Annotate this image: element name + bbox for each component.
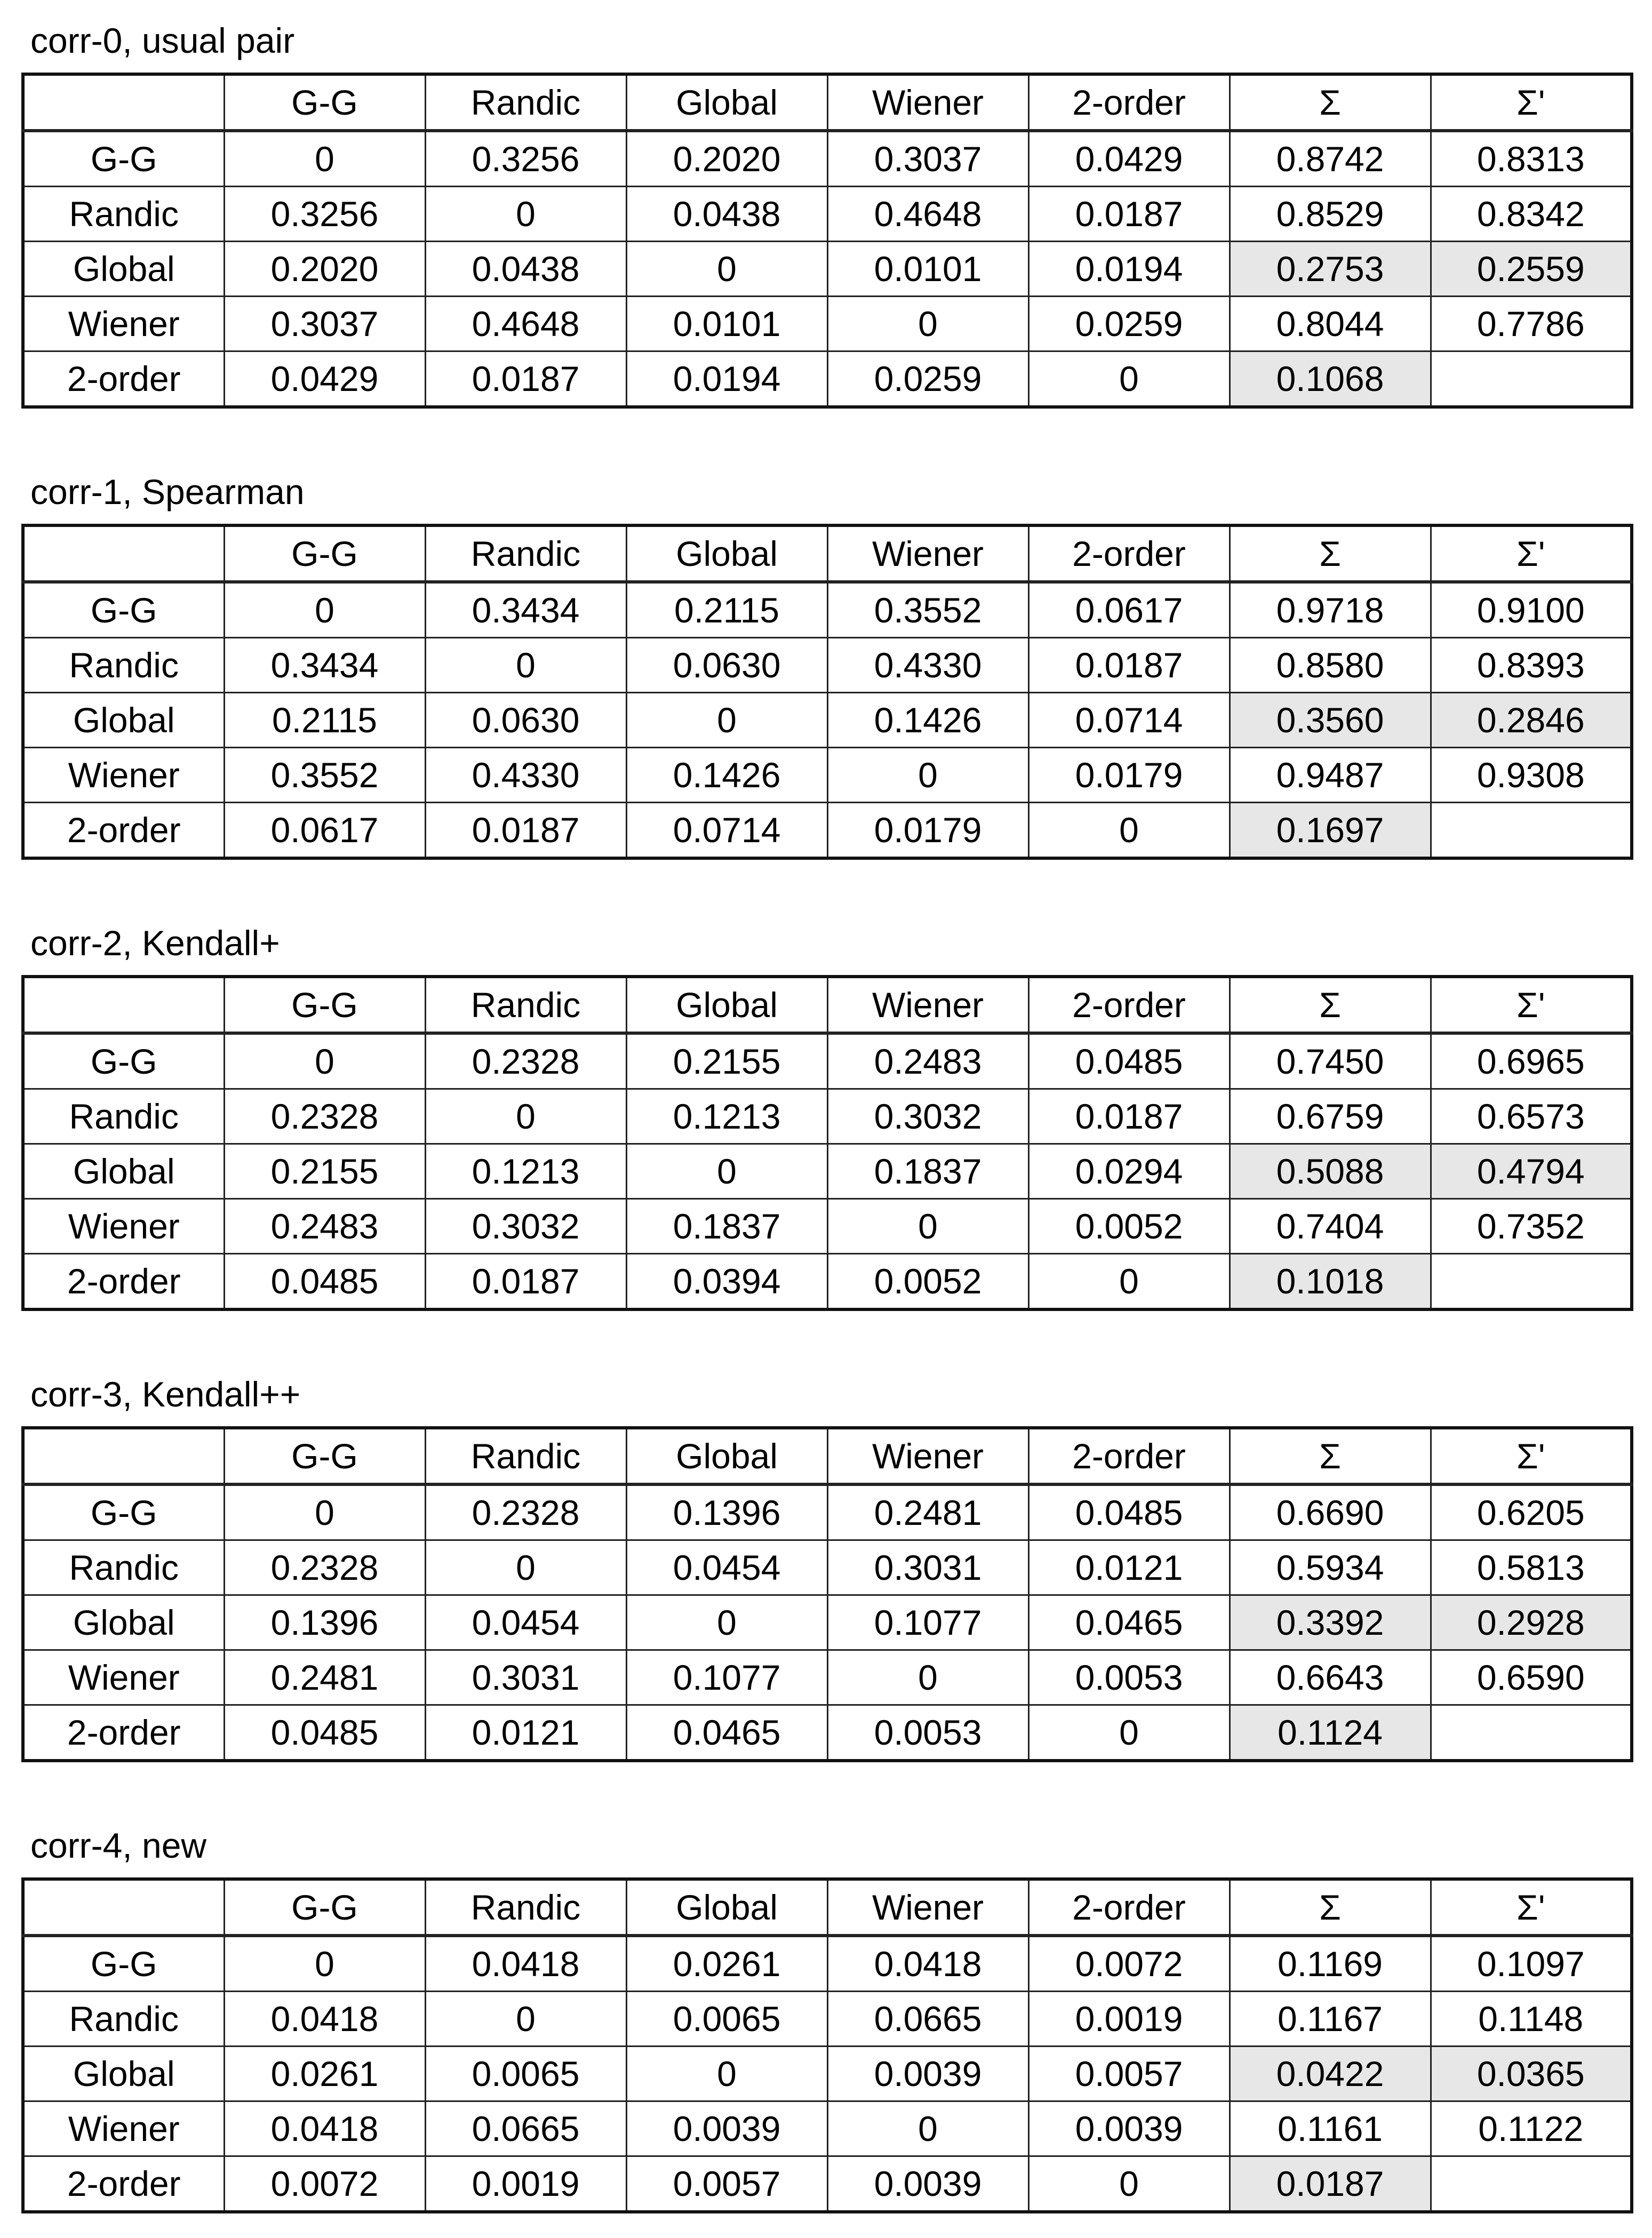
- row-header: Randic: [23, 1992, 224, 2047]
- table-cell: 0.0665: [425, 2101, 626, 2156]
- table-cell: 0.0053: [827, 1705, 1028, 1761]
- table-cell: 0: [224, 131, 425, 187]
- table-cell: 0: [1028, 2156, 1230, 2212]
- header-row: [23, 977, 1632, 1033]
- header-row: [23, 1428, 1632, 1484]
- table-cell: 0.0630: [626, 638, 827, 693]
- table-cell: 0: [1028, 803, 1230, 859]
- table-cell: 0.1837: [626, 1199, 827, 1254]
- column-header: Randic: [425, 977, 626, 1033]
- row-header: Wiener: [23, 1199, 224, 1254]
- table-cell: 0.2020: [224, 242, 425, 297]
- table-cell: 0.3037: [827, 131, 1028, 187]
- column-header: 2-order: [1028, 525, 1230, 582]
- row-header: Wiener: [23, 1650, 224, 1705]
- row-header: 2-order: [23, 1254, 224, 1310]
- table-cell: 0.2483: [224, 1199, 425, 1254]
- row-header: G-G: [23, 131, 224, 187]
- table-cell: 0.0394: [626, 1254, 827, 1310]
- table-cell: 0.0179: [1028, 748, 1230, 803]
- column-header: 2-order: [1028, 1428, 1230, 1484]
- table-cell: 0.4330: [827, 638, 1028, 693]
- row-header: Wiener: [23, 2101, 224, 2156]
- table-cell: 0.0259: [827, 351, 1028, 407]
- table-cell: 0.0101: [626, 297, 827, 351]
- table-cell: 0.9308: [1431, 748, 1632, 803]
- table-cell: 0.0194: [1028, 242, 1230, 297]
- table-cell: 0.0259: [1028, 297, 1230, 351]
- column-header: G-G: [224, 1428, 425, 1484]
- row-header: Global: [23, 1595, 224, 1650]
- table-cell: 0: [425, 1089, 626, 1144]
- table-cell: 0.2328: [224, 1089, 425, 1144]
- table-cell: 0.0053: [1028, 1650, 1230, 1705]
- table-cell: 0.2481: [224, 1650, 425, 1705]
- table-cell: 0.0418: [224, 1992, 425, 2047]
- table-row: [23, 1992, 1632, 2047]
- table-cell: 0: [224, 1033, 425, 1089]
- row-header: Randic: [23, 1540, 224, 1595]
- column-header: Σ: [1230, 74, 1431, 131]
- table-cell: 0.0429: [1028, 131, 1230, 187]
- table-row: [23, 1595, 1632, 1650]
- table-cell: 0.2115: [224, 693, 425, 748]
- table-cell: 0.3552: [827, 582, 1028, 638]
- table-cell: 0: [626, 693, 827, 748]
- table-cell: 0.1077: [626, 1650, 827, 1705]
- table-cell: 0.0187: [425, 351, 626, 407]
- table-cell: 0.0194: [626, 351, 827, 407]
- table-cell: 0.1077: [827, 1595, 1028, 1650]
- table-row: [23, 803, 1632, 859]
- table-cell: 0.0485: [224, 1705, 425, 1761]
- table-cell: 0.0057: [1028, 2047, 1230, 2101]
- table-cell: 0.2483: [827, 1033, 1028, 1089]
- table-cell: 0.6965: [1431, 1033, 1632, 1089]
- table-cell: 0: [1028, 1705, 1230, 1761]
- table-cell: 0.0630: [425, 693, 626, 748]
- table-cell: 0.0454: [425, 1595, 626, 1650]
- table-cell: 0.0714: [626, 803, 827, 859]
- table-cell: 0.0617: [1028, 582, 1230, 638]
- table-cell: 0.0438: [626, 187, 827, 242]
- table-cell: 0: [626, 242, 827, 297]
- table-cell: 0.3032: [425, 1199, 626, 1254]
- table-cell: 0.8044: [1230, 297, 1431, 351]
- table-cell: 0.0039: [827, 2156, 1028, 2212]
- table-cell: 0: [425, 187, 626, 242]
- row-header: G-G: [23, 1484, 224, 1540]
- column-header: G-G: [224, 74, 425, 131]
- column-header: Wiener: [827, 74, 1028, 131]
- table-cell: 0.0052: [827, 1254, 1028, 1310]
- table-cell: 0.0418: [827, 1936, 1028, 1992]
- table-cell: 0.2155: [224, 1144, 425, 1199]
- table-cell: 0.3032: [827, 1089, 1028, 1144]
- table-cell: 0.0072: [224, 2156, 425, 2212]
- table-cell: 0.2328: [425, 1484, 626, 1540]
- table-cell: 0.0187: [1230, 2156, 1431, 2212]
- table-cell: 0.3256: [425, 131, 626, 187]
- table-cell: 0.3552: [224, 748, 425, 803]
- table-cell: 0.0052: [1028, 1199, 1230, 1254]
- table-cell: 0.4794: [1431, 1144, 1632, 1199]
- table-cell: 0.2753: [1230, 242, 1431, 297]
- table-row: [23, 131, 1632, 187]
- table-cell: 0: [1028, 351, 1230, 407]
- column-header: Wiener: [827, 1428, 1028, 1484]
- corner-cell: [23, 977, 224, 1033]
- row-header: G-G: [23, 1936, 224, 1992]
- column-header: Global: [626, 74, 827, 131]
- table-cell: 0.0418: [425, 1936, 626, 1992]
- column-header: Global: [626, 1428, 827, 1484]
- correlation-table: [21, 975, 1633, 1311]
- column-header: Randic: [425, 74, 626, 131]
- row-header: Randic: [23, 187, 224, 242]
- table-cell: 0.0187: [1028, 1089, 1230, 1144]
- section-title: corr-3, Kendall++: [30, 1374, 301, 1414]
- table-cell: 0: [224, 1936, 425, 1992]
- table-cell: 0.1697: [1230, 803, 1431, 859]
- column-header: 2-order: [1028, 74, 1230, 131]
- header-row: [23, 525, 1632, 582]
- section-title: corr-0, usual pair: [30, 21, 295, 60]
- table-cell: 0.0465: [1028, 1595, 1230, 1650]
- table-cell: 0.6590: [1431, 1650, 1632, 1705]
- table-cell: 0.0485: [1028, 1033, 1230, 1089]
- table-cell: 0.8393: [1431, 638, 1632, 693]
- table-cell: [1431, 351, 1632, 407]
- table-cell: 0.0294: [1028, 1144, 1230, 1199]
- table-cell: 0.0454: [626, 1540, 827, 1595]
- table-cell: 0: [827, 1199, 1028, 1254]
- row-header: Randic: [23, 638, 224, 693]
- table-cell: 0.1124: [1230, 1705, 1431, 1761]
- table-cell: 0.0438: [425, 242, 626, 297]
- table-cell: 0.7450: [1230, 1033, 1431, 1089]
- correlation-table: [21, 1877, 1633, 2213]
- table-cell: 0.0019: [1028, 1992, 1230, 2047]
- table-row: [23, 1199, 1632, 1254]
- column-header: Global: [626, 977, 827, 1033]
- row-header: 2-order: [23, 803, 224, 859]
- table-row: [23, 638, 1632, 693]
- column-header: Σ': [1431, 74, 1632, 131]
- table-cell: 0.3392: [1230, 1595, 1431, 1650]
- table-cell: 0.2328: [224, 1540, 425, 1595]
- table-cell: 0.5088: [1230, 1144, 1431, 1199]
- row-header: Global: [23, 693, 224, 748]
- table-cell: 0.0187: [1028, 187, 1230, 242]
- table-cell: 0.2115: [626, 582, 827, 638]
- table-cell: 0.6205: [1431, 1484, 1632, 1540]
- column-header: Σ': [1431, 1879, 1632, 1936]
- table-cell: 0.8342: [1431, 187, 1632, 242]
- table-cell: 0.1161: [1230, 2101, 1431, 2156]
- table-cell: 0.0072: [1028, 1936, 1230, 1992]
- column-header: Wiener: [827, 525, 1028, 582]
- table-cell: 0.1213: [626, 1089, 827, 1144]
- table-row: [23, 297, 1632, 351]
- table-cell: 0.6690: [1230, 1484, 1431, 1540]
- table-cell: 0.0057: [626, 2156, 827, 2212]
- table-cell: 0.0039: [626, 2101, 827, 2156]
- row-header: G-G: [23, 582, 224, 638]
- section-title: corr-2, Kendall+: [30, 923, 280, 963]
- table-cell: 0: [425, 638, 626, 693]
- table-cell: 0.8529: [1230, 187, 1431, 242]
- column-header: Randic: [425, 1428, 626, 1484]
- table-cell: 0.1396: [224, 1595, 425, 1650]
- table-cell: 0.1169: [1230, 1936, 1431, 1992]
- table-cell: 0.5934: [1230, 1540, 1431, 1595]
- table-cell: 0.0485: [1028, 1484, 1230, 1540]
- table-cell: 0.7352: [1431, 1199, 1632, 1254]
- correlation-table: [21, 1426, 1633, 1762]
- table-cell: 0.0714: [1028, 693, 1230, 748]
- table-cell: 0.1018: [1230, 1254, 1431, 1310]
- correlation-table: [21, 73, 1633, 409]
- table-cell: 0.1122: [1431, 2101, 1632, 2156]
- column-header: Σ: [1230, 525, 1431, 582]
- table-cell: 0.3037: [224, 297, 425, 351]
- row-header: 2-order: [23, 2156, 224, 2212]
- column-header: Σ': [1431, 977, 1632, 1033]
- header-row: [23, 74, 1632, 131]
- table-cell: 0: [626, 1595, 827, 1650]
- table-cell: 0.2020: [626, 131, 827, 187]
- table-cell: 0.1213: [425, 1144, 626, 1199]
- table-row: [23, 748, 1632, 803]
- table-cell: 0.0019: [425, 2156, 626, 2212]
- table-cell: 0.0187: [425, 803, 626, 859]
- column-header: Randic: [425, 1879, 626, 1936]
- table-cell: 0.0665: [827, 1992, 1028, 2047]
- table-cell: [1431, 1254, 1632, 1310]
- row-header: 2-order: [23, 1705, 224, 1761]
- table-cell: 0: [1028, 1254, 1230, 1310]
- table-cell: 0.7786: [1431, 297, 1632, 351]
- table-cell: [1431, 1705, 1632, 1761]
- row-header: Global: [23, 2047, 224, 2101]
- row-header: 2-order: [23, 351, 224, 407]
- table-cell: 0.0465: [626, 1705, 827, 1761]
- table-cell: 0.8742: [1230, 131, 1431, 187]
- table-cell: 0.7404: [1230, 1199, 1431, 1254]
- table-row: [23, 1144, 1632, 1199]
- row-header: Global: [23, 1144, 224, 1199]
- section-title: corr-4, new: [30, 1826, 207, 1865]
- table-cell: 0.0065: [626, 1992, 827, 2047]
- table-cell: 0.0121: [425, 1705, 626, 1761]
- table-cell: 0: [626, 1144, 827, 1199]
- table-cell: 0.0039: [827, 2047, 1028, 2101]
- column-header: Randic: [425, 525, 626, 582]
- row-header: Global: [23, 242, 224, 297]
- header-row: [23, 1879, 1632, 1936]
- table-cell: 0.9100: [1431, 582, 1632, 638]
- table-cell: 0.2155: [626, 1033, 827, 1089]
- table-cell: 0: [224, 1484, 425, 1540]
- corner-cell: [23, 1428, 224, 1484]
- table-cell: 0.4330: [425, 748, 626, 803]
- column-header: Σ: [1230, 1879, 1431, 1936]
- column-header: Σ: [1230, 977, 1431, 1033]
- table-row: [23, 1089, 1632, 1144]
- table-cell: 0.3560: [1230, 693, 1431, 748]
- table-cell: 0.0187: [425, 1254, 626, 1310]
- table-cell: 0.2328: [425, 1033, 626, 1089]
- table-row: [23, 1705, 1632, 1761]
- table-cell: 0.9718: [1230, 582, 1431, 638]
- table-cell: 0.0617: [224, 803, 425, 859]
- column-header: Σ': [1431, 1428, 1632, 1484]
- correlation-table: [21, 524, 1633, 860]
- table-row: [23, 2047, 1632, 2101]
- table-cell: 0: [827, 748, 1028, 803]
- table-row: [23, 187, 1632, 242]
- table-cell: 0.1068: [1230, 351, 1431, 407]
- column-header: Σ': [1431, 525, 1632, 582]
- table-row: [23, 351, 1632, 407]
- table-cell: 0.0187: [1028, 638, 1230, 693]
- table-cell: 0.6759: [1230, 1089, 1431, 1144]
- table-cell: 0.8580: [1230, 638, 1431, 693]
- table-cell: 0.3256: [224, 187, 425, 242]
- table-cell: 0.2928: [1431, 1595, 1632, 1650]
- table-row: [23, 1936, 1632, 1992]
- column-header: Σ: [1230, 1428, 1431, 1484]
- table-cell: 0.0429: [224, 351, 425, 407]
- table-cell: 0.5813: [1431, 1540, 1632, 1595]
- table-row: [23, 582, 1632, 638]
- table-cell: 0.0365: [1431, 2047, 1632, 2101]
- column-header: G-G: [224, 1879, 425, 1936]
- table-cell: 0: [827, 297, 1028, 351]
- table-cell: 0.1426: [827, 693, 1028, 748]
- table-cell: 0.4648: [827, 187, 1028, 242]
- table-cell: 0: [827, 1650, 1028, 1705]
- table-cell: 0: [224, 582, 425, 638]
- table-cell: 0: [626, 2047, 827, 2101]
- column-header: Wiener: [827, 1879, 1028, 1936]
- table-cell: 0.8313: [1431, 131, 1632, 187]
- table-cell: 0.0485: [224, 1254, 425, 1310]
- table-cell: 0.2481: [827, 1484, 1028, 1540]
- row-header: Randic: [23, 1089, 224, 1144]
- table-cell: 0.1148: [1431, 1992, 1632, 2047]
- table-cell: 0.1837: [827, 1144, 1028, 1199]
- table-cell: [1431, 2156, 1632, 2212]
- table-row: [23, 1540, 1632, 1595]
- column-header: 2-order: [1028, 977, 1230, 1033]
- table-cell: 0.0261: [626, 1936, 827, 1992]
- table-cell: 0.0121: [1028, 1540, 1230, 1595]
- table-row: [23, 693, 1632, 748]
- row-header: Wiener: [23, 297, 224, 351]
- column-header: 2-order: [1028, 1879, 1230, 1936]
- table-row: [23, 2101, 1632, 2156]
- table-cell: 0.3434: [425, 582, 626, 638]
- table-cell: 0.0039: [1028, 2101, 1230, 2156]
- row-header: G-G: [23, 1033, 224, 1089]
- column-header: Global: [626, 525, 827, 582]
- column-header: Global: [626, 1879, 827, 1936]
- table-row: [23, 2156, 1632, 2212]
- column-header: G-G: [224, 977, 425, 1033]
- table-cell: 0.0418: [224, 2101, 425, 2156]
- table-cell: 0.3031: [425, 1650, 626, 1705]
- table-cell: 0.4648: [425, 297, 626, 351]
- table-cell: 0: [425, 1540, 626, 1595]
- table-cell: 0.0261: [224, 2047, 425, 2101]
- table-cell: [1431, 803, 1632, 859]
- table-cell: 0.1167: [1230, 1992, 1431, 2047]
- table-row: [23, 1650, 1632, 1705]
- row-header: Wiener: [23, 748, 224, 803]
- table-cell: 0.1426: [626, 748, 827, 803]
- column-header: Wiener: [827, 977, 1028, 1033]
- corner-cell: [23, 74, 224, 131]
- table-cell: 0.2559: [1431, 242, 1632, 297]
- table-cell: 0.3434: [224, 638, 425, 693]
- corner-cell: [23, 525, 224, 582]
- table-cell: 0.0065: [425, 2047, 626, 2101]
- table-row: [23, 1484, 1632, 1540]
- table-cell: 0.1396: [626, 1484, 827, 1540]
- table-row: [23, 1033, 1632, 1089]
- table-cell: 0.0179: [827, 803, 1028, 859]
- table-cell: 0.0101: [827, 242, 1028, 297]
- table-cell: 0.0422: [1230, 2047, 1431, 2101]
- table-cell: 0.9487: [1230, 748, 1431, 803]
- table-cell: 0.6573: [1431, 1089, 1632, 1144]
- table-cell: 0.3031: [827, 1540, 1028, 1595]
- corner-cell: [23, 1879, 224, 1936]
- table-cell: 0.2846: [1431, 693, 1632, 748]
- column-header: G-G: [224, 525, 425, 582]
- table-cell: 0: [827, 2101, 1028, 2156]
- table-row: [23, 242, 1632, 297]
- table-row: [23, 1254, 1632, 1310]
- table-cell: 0.6643: [1230, 1650, 1431, 1705]
- section-title: corr-1, Spearman: [30, 472, 305, 511]
- table-cell: 0.1097: [1431, 1936, 1632, 1992]
- table-cell: 0: [425, 1992, 626, 2047]
